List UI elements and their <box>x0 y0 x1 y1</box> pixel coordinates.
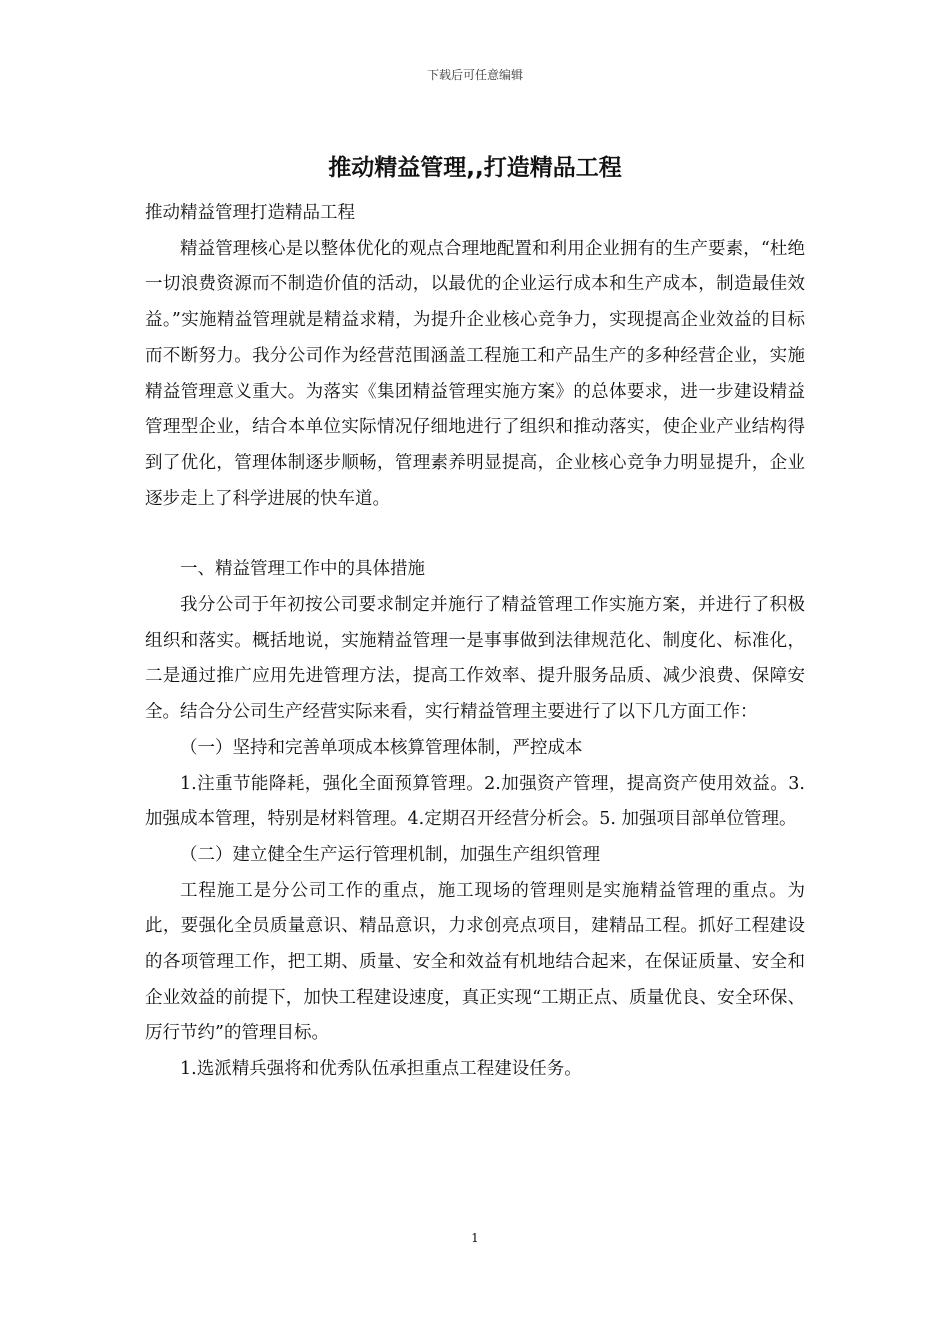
document-body <box>145 196 805 1088</box>
intro-paragraph: 精益管理核心是以整体优化的观点合理地配置和利用企业拥有的生产要素，“杜绝一切浪费资源而不制造价值的活动，以最优的企业运行成本和生产成本，制造最佳效益。”实施精益管理就是精益求精，为提升企业核心竞争力，实现提高企业效益的目标而不断努力。我分公司作为经营范围涵盖工程施工和产品生产的多种经营企业，实施精益管理意义重大。为落实《集团精益管理实施方案》的总体要求，进一步建设精益管理型企业，结合本单位实际情况仔细地进行了组织和推动落实，使企业产业结构得到了优化，管理体制逐步顺畅，管理素养明显提高，企业核心竞争力明显提升，企业逐步走上了科学进展的快车道。 <box>145 238 805 509</box>
subsection-2-item-1: 1.选派精兵强将和优秀队伍承担重点工程建设任务。 <box>180 1059 582 1080</box>
section-heading-1: 一、精益管理工作中的具体措施 <box>180 559 425 580</box>
subsection-heading-1: （一）坚持和完善单项成本核算管理体制，严控成本 <box>180 737 583 758</box>
subsection-2-paragraph: 工程施工是分公司工作的重点，施工现场的管理则是实施精益管理的重点。为此，要强化全员质量意识、精品意识，力求创亮点项目，建精品工程。抓好工程建设的各项管理工作，把工期、质量、安全和效益有机地结合起来，在保证质量、安全和企业效益的前提下，加快工程建设速度，真正实现“工期正点、质量优良、安全环保、厉行节约”的管理目标。 <box>145 880 805 1044</box>
page-number: 1 <box>471 1231 479 1245</box>
paragraph-spacer <box>145 517 805 552</box>
section-1-paragraph: 我分公司于年初按公司要求制定并施行了精益管理工作实施方案，并进行了积极组织和落实。概括地说，实施精益管理一是事事做到法律规范化、制度化、标准化，二是通过推广应用先进管理方法，提高工作效率、提升服务品质、减少浪费、保障安全。结合分公司生产经营实际来看，实行精益管理主要进行了以下几方面工作： <box>145 595 805 723</box>
document-subtitle: 推动精益管理打造精品工程 <box>145 203 355 223</box>
subsection-heading-2: （二）建立健全生产运行管理机制，加强生产组织管理 <box>180 844 600 865</box>
document-title: 推动精益管理,,打造精品工程 <box>328 155 622 181</box>
header-note: 下载后可任意编辑 <box>426 68 523 82</box>
subsection-1-paragraph: 1.注重节能降耗，强化全面预算管理。2.加强资产管理，提高资产使用效益。3.加强成本管理，特别是材料管理。4.定期召开经营分析会。5. 加强项目部单位管理。 <box>145 773 805 830</box>
